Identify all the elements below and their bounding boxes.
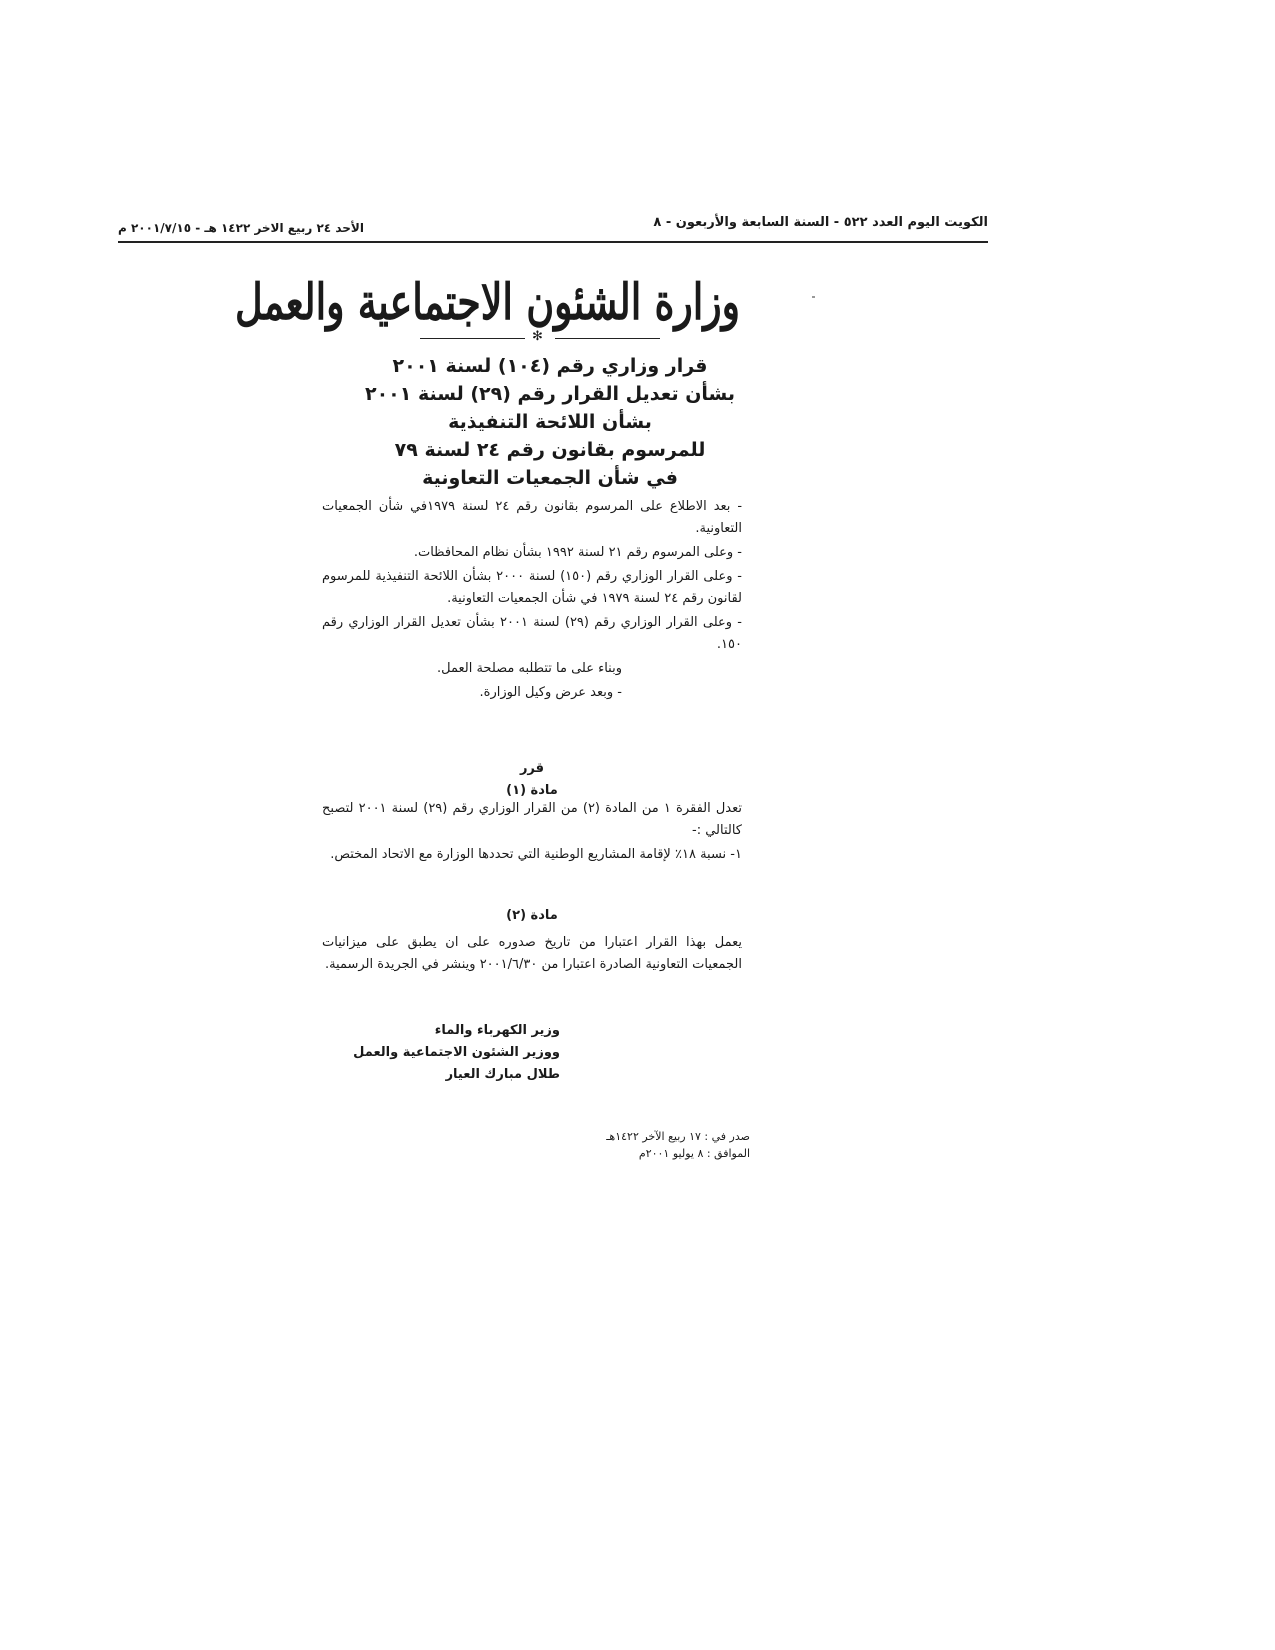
gazette-date: الأحد ٢٤ ربيع الاخر ١٤٢٢ هـ - ٢٠٠١/٧/١٥ م xyxy=(118,221,364,235)
title-line: قرار وزاري رقم (١٠٤) لسنة ٢٠٠١ xyxy=(392,355,708,377)
signature-line: وزير الكهرباء والماء xyxy=(434,1023,560,1038)
issue-date-block xyxy=(590,1128,750,1162)
signature-line: ووزير الشئون الاجتماعية والعمل xyxy=(353,1045,560,1060)
gazette-issue-info: الكويت اليوم العدد ٥٢٢ - السنة السابعة والأربعون - ٨ xyxy=(653,215,988,230)
article-2-text: يعمل بهذا القرار اعتبارا من تاريخ صدوره على ان يطبق على ميزانيات الجمعيات التعاونية الصادرة اعتبارا من ٢٠٠١/٦/٣٠ وينشر في الجريدة الرسمية. xyxy=(322,935,742,972)
preamble xyxy=(322,496,742,706)
preamble-clause: وبناء على ما تتطلبه مصلحة العمل. xyxy=(436,661,622,676)
preamble-clause: - وعلى القرار الوزاري رقم (٢٩) لسنة ٢٠٠١ بشأن تعديل القرار الوزاري رقم ١٥٠. xyxy=(322,615,742,652)
signature-block xyxy=(330,1020,560,1086)
article-1-item: ١- نسبة ١٨٪ لإقامة المشاريع الوطنية التي تحددها الوزارة مع الاتحاد المختص. xyxy=(330,847,742,862)
ornament-star-icon: ✻ xyxy=(532,329,543,344)
preamble-clause: - وعلى القرار الوزاري رقم (١٥٠) لسنة ٢٠٠٠ بشأن اللائحة التنفيذية للمرسوم لقانون رقم ٢٤ لسنة ١٩٧٩ في شأن الجمعيات التعاونية. xyxy=(322,569,742,606)
ministry-heading: وزارة الشئون الاجتماعية والعمل xyxy=(234,272,740,331)
article-2-title: مادة (٢) xyxy=(506,908,558,923)
article-1-text: تعدل الفقرة ١ من المادة (٢) من القرار الوزاري رقم (٢٩) لسنة ٢٠٠١ لتصبح كالتالي :- xyxy=(322,801,742,838)
preamble-clause: - وعلى المرسوم رقم ٢١ لسنة ١٩٩٢ بشأن نظام المحافظات. xyxy=(413,545,742,560)
signatory-name: طلال مبارك العيار xyxy=(445,1067,560,1082)
decided-heading xyxy=(322,758,742,802)
issued-gregorian-date: الموافق : ٨ يوليو ٢٠٠١م xyxy=(638,1147,750,1160)
ornament-line-left xyxy=(420,338,525,339)
article-1-body xyxy=(322,798,742,868)
title-ornament xyxy=(420,329,660,345)
decision-title xyxy=(360,352,740,492)
preamble-clause: - وبعد عرض وكيل الوزارة. xyxy=(479,685,622,700)
title-line: في شأن الجمعيات التعاونية xyxy=(422,467,678,489)
decided-label: قرر xyxy=(519,761,545,776)
preamble-clause: - بعد الاطلاع على المرسوم بقانون رقم ٢٤ لسنة ١٩٧٩في شأن الجمعيات التعاونية. xyxy=(322,499,743,536)
title-line: بشأن تعديل القرار رقم (٢٩) لسنة ٢٠٠١ xyxy=(364,383,736,405)
header-divider xyxy=(118,241,988,243)
issued-hijri-date: صدر في : ١٧ ربيع الآخر ١٤٢٢هـ xyxy=(606,1130,750,1143)
title-line: بشأن اللائحة التنفيذية xyxy=(448,411,652,433)
ornament-line-right xyxy=(555,338,660,339)
title-line: للمرسوم بقانون رقم ٢٤ لسنة ٧٩ xyxy=(394,439,706,461)
scan-speck xyxy=(812,296,815,298)
article-1-title: مادة (١) xyxy=(506,783,558,798)
article-2-body xyxy=(322,932,742,978)
gazette-header xyxy=(118,203,988,243)
